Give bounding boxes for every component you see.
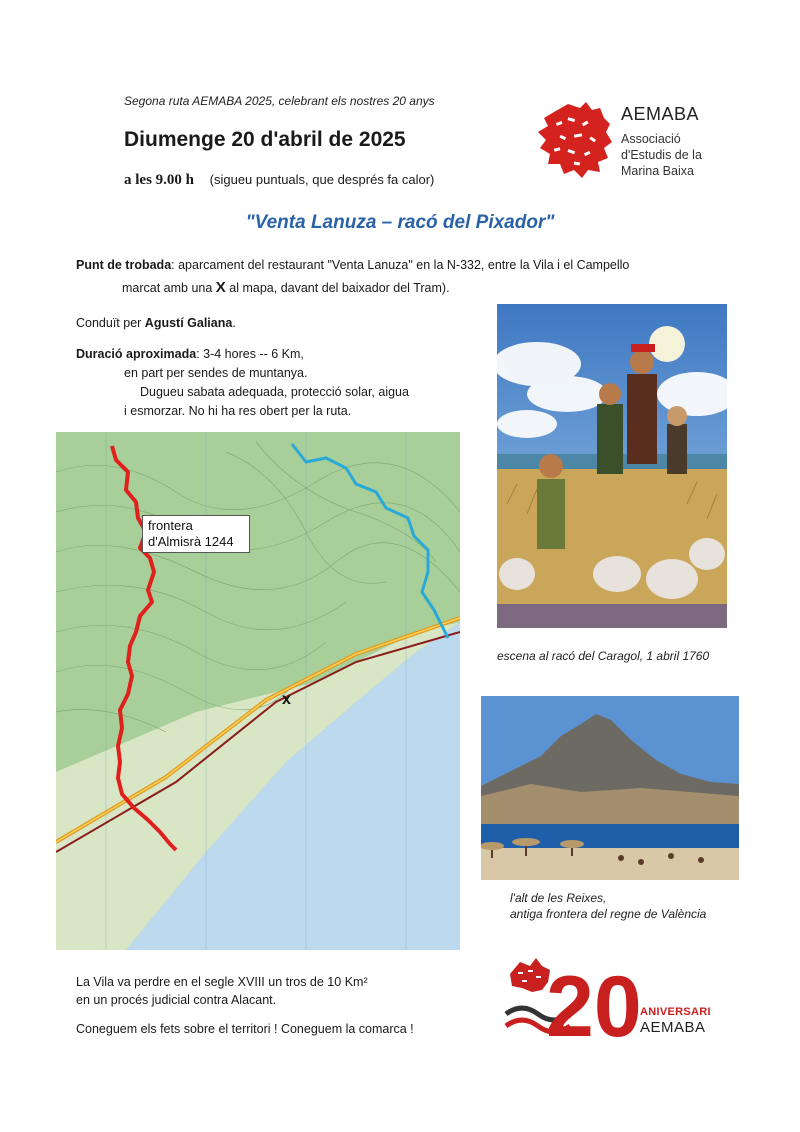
- footer-line: La Vila va perdre en el segle XVIII un tros de 10 Km²: [76, 975, 368, 989]
- landscape-photo: [481, 696, 739, 880]
- event-time-note: (sigueu puntuals, que després fa calor): [209, 172, 435, 187]
- guide-line: [76, 314, 236, 333]
- duration-value: : 3-4 hores -- 6 Km,: [196, 347, 304, 361]
- logo-subtitle: [621, 131, 702, 179]
- guide-prefix: Conduït per: [76, 316, 145, 330]
- photo-caption-line: l'alt de les Reixes,: [510, 891, 607, 905]
- guide-name: Agustí Galiana: [144, 316, 233, 330]
- footer-line: en un procés judicial contra Alacant.: [76, 993, 277, 1007]
- anniversary-text: [640, 1006, 711, 1036]
- duration-line-4: i esmorzar. No hi ha res obert per la ruta.: [124, 404, 352, 418]
- anniversary-name: AEMABA: [640, 1019, 706, 1036]
- duration-block: [76, 345, 409, 421]
- logo-subtitle-line: Associació: [621, 132, 681, 146]
- meeting-text-2b: al mapa, davant del baixador del Tram).: [225, 281, 450, 295]
- map-border-label: [142, 515, 250, 553]
- route-title: "Venta Lanuza – racó del Pixador": [245, 212, 555, 233]
- aemaba-logo-text: [621, 104, 702, 179]
- anniversary-label: ANIVERSARI: [640, 1006, 711, 1018]
- logo-name: AEMABA: [621, 104, 700, 124]
- logo-subtitle-line: Marina Baixa: [621, 164, 694, 178]
- duration-line-3: Dugueu sabata adequada, protecció solar, aigua: [140, 385, 409, 399]
- meeting-text-2a: marcat amb una: [122, 281, 216, 295]
- footer-slogan: Coneguem els fets sobre el territori ! Coneguem la comarca !: [76, 1022, 414, 1036]
- logo-subtitle-line: d'Estudis de la: [621, 148, 702, 162]
- event-date: Diumenge 20 d'abril de 2025: [124, 128, 406, 151]
- meeting-point: [76, 256, 716, 298]
- anniversary-number: 20: [546, 959, 642, 1046]
- meeting-text: : aparcament del restaurant "Venta Lanuza" en la N-332, entre la Vila i el Campello: [171, 258, 630, 272]
- duration-line-2: en part per sendes de muntanya.: [124, 366, 308, 380]
- aemaba-logo-icon: [534, 98, 614, 180]
- illustration-caption: escena al racó del Caragol, 1 abril 1760: [497, 649, 710, 663]
- duration-label: Duració aproximada: [76, 347, 197, 361]
- map-border-label-line: frontera: [148, 518, 193, 533]
- photo-caption: [510, 890, 706, 922]
- route-map: [56, 432, 460, 950]
- intro-line: Segona ruta AEMABA 2025, celebrant els nostres 20 anys: [124, 94, 435, 108]
- footer-history: [76, 973, 368, 1009]
- map-mark-x: X: [215, 279, 226, 296]
- map-marker: x: [282, 691, 291, 708]
- photo-caption-line: antiga frontera del regne de València: [510, 907, 707, 921]
- event-time-row: [124, 172, 434, 189]
- anniversary-logo-icon: [502, 952, 642, 1046]
- map-border-label-line: d'Almisrà 1244: [148, 534, 234, 549]
- guide-suffix: .: [232, 316, 236, 330]
- illustration-image: [497, 304, 727, 628]
- meeting-label: Punt de trobada: [76, 258, 172, 272]
- event-time: a les 9.00 h: [124, 172, 195, 188]
